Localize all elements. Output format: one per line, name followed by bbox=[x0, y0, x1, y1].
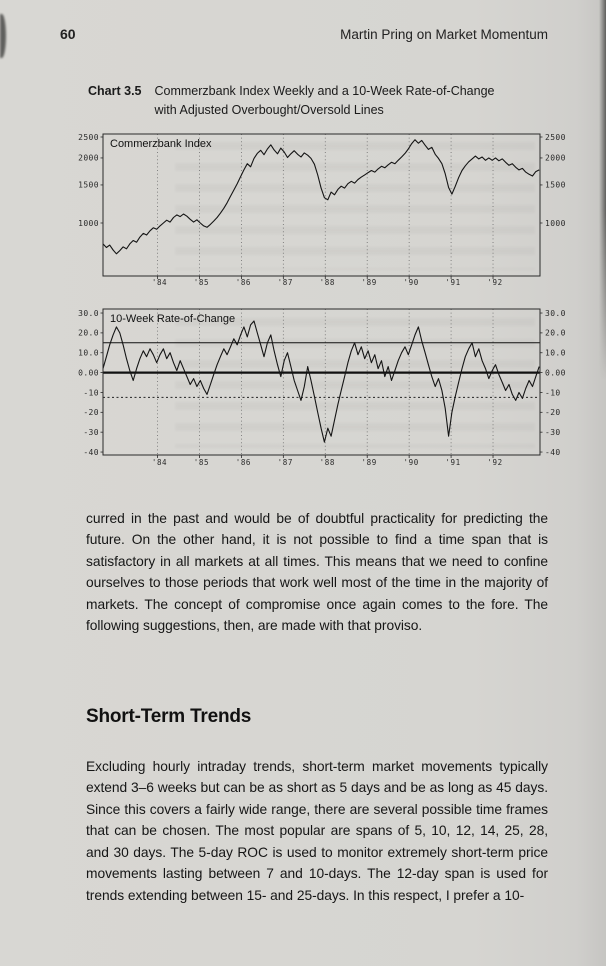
price-chart-commerzbank bbox=[50, 128, 606, 298]
caption-label: Chart 3.5 bbox=[88, 84, 142, 98]
svg-text:-20: -20 bbox=[83, 408, 99, 418]
svg-text:'86: '86 bbox=[235, 278, 252, 287]
svg-text:20.0: 20.0 bbox=[545, 328, 566, 338]
svg-text:'85: '85 bbox=[193, 458, 210, 467]
svg-text:Commerzbank Index: Commerzbank Index bbox=[110, 138, 212, 150]
svg-text:0.00: 0.00 bbox=[78, 368, 99, 378]
svg-text:1000: 1000 bbox=[545, 218, 566, 228]
svg-text:30.0: 30.0 bbox=[78, 308, 99, 318]
svg-text:2500: 2500 bbox=[78, 132, 99, 142]
svg-text:'84: '84 bbox=[151, 278, 168, 287]
body-paragraph-1: curred in the past and would be of doubtful practicality for predicting the future. On the other hand, it is not possible to find a time span that is satisfactory in all markets at all times. This means that we need to confine ourselves to those periods that work well most of the time in the majority of markets. The concept of compromise once again comes to the fore. The following suggestions, then, are made with that proviso. bbox=[86, 510, 548, 634]
page-header bbox=[60, 26, 548, 42]
svg-text:20.0: 20.0 bbox=[78, 328, 99, 338]
svg-text:10.0: 10.0 bbox=[545, 348, 566, 358]
svg-text:30.0: 30.0 bbox=[545, 308, 566, 318]
svg-text:-30: -30 bbox=[545, 427, 561, 437]
section-heading: Short-Term Trends bbox=[86, 705, 252, 727]
svg-text:'91: '91 bbox=[445, 278, 461, 287]
svg-text:'84: '84 bbox=[151, 458, 168, 467]
svg-text:'88: '88 bbox=[319, 278, 335, 287]
svg-text:-10: -10 bbox=[545, 388, 561, 398]
svg-text:1500: 1500 bbox=[78, 180, 99, 190]
svg-text:'92: '92 bbox=[487, 278, 503, 287]
svg-text:'90: '90 bbox=[403, 278, 419, 287]
roc-chart-10-week bbox=[50, 302, 606, 474]
svg-text:2500: 2500 bbox=[545, 132, 566, 142]
running-title: Martin Pring on Market Momentum bbox=[340, 27, 548, 42]
caption-text: Commerzbank Index Weekly and a 10-Week Rate-of-Change with Adjusted Overbought/Oversold Lines bbox=[154, 84, 495, 117]
svg-text:'88: '88 bbox=[319, 458, 335, 467]
scan-artifact-left-blob bbox=[0, 14, 6, 58]
svg-text:-10: -10 bbox=[83, 388, 99, 398]
svg-text:2000: 2000 bbox=[545, 153, 566, 163]
svg-text:'89: '89 bbox=[361, 458, 377, 467]
svg-text:'90: '90 bbox=[403, 458, 419, 467]
svg-text:2000: 2000 bbox=[78, 153, 99, 163]
svg-text:'87: '87 bbox=[277, 278, 294, 287]
svg-text:-40: -40 bbox=[545, 447, 561, 457]
svg-text:1500: 1500 bbox=[545, 180, 566, 190]
svg-text:'87: '87 bbox=[277, 458, 294, 467]
svg-text:-30: -30 bbox=[83, 427, 99, 437]
svg-text:'92: '92 bbox=[487, 458, 503, 467]
svg-text:'91: '91 bbox=[445, 458, 461, 467]
page-number: 60 bbox=[60, 26, 76, 42]
svg-text:0.00: 0.00 bbox=[545, 368, 566, 378]
svg-text:'85: '85 bbox=[193, 278, 210, 287]
svg-text:-40: -40 bbox=[83, 447, 99, 457]
svg-text:10-Week Rate-of-Change: 10-Week Rate-of-Change bbox=[110, 313, 236, 325]
svg-text:'89: '89 bbox=[361, 278, 377, 287]
svg-text:'86: '86 bbox=[235, 458, 252, 467]
body-paragraph-2: Excluding hourly intraday trends, short-term market movements typically extend 3–6 weeks but can be as short as 5 days and be as long as 45 days. Since this covers a fairly wide range, there are several possible time frames that can be chosen. The most popular are spans of 5, 10, 12, 14, 25, 28, and 30 days. The 5-day ROC is used to monitor extremely short-term price movements lasting between 7 and 10-days. The 12-day span is used for trends extending between 15- and 25-days. In this respect, I prefer a 10- bbox=[86, 758, 548, 903]
svg-text:10.0: 10.0 bbox=[78, 348, 99, 358]
figure-caption bbox=[88, 82, 513, 119]
svg-text:-20: -20 bbox=[545, 408, 561, 418]
svg-text:1000: 1000 bbox=[78, 218, 99, 228]
